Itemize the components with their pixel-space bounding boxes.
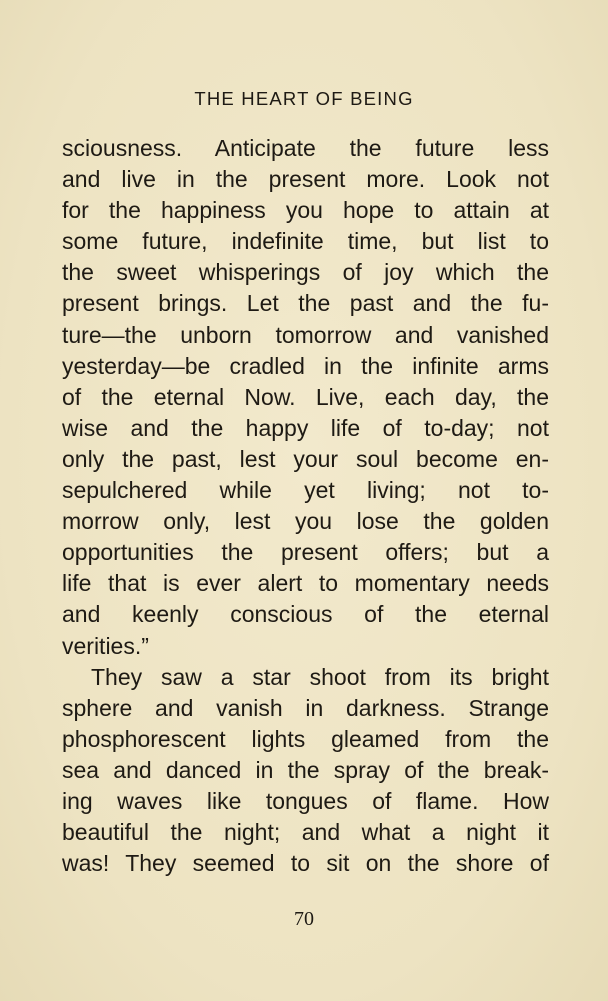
text-line: sepulchered while yet living; not to-	[62, 477, 549, 504]
text-line: opportunities the present offers; but a	[62, 539, 549, 566]
text-line: life that is ever alert to momentary needs	[62, 570, 549, 597]
body-text	[62, 133, 549, 879]
running-head: THE HEART OF BEING	[194, 88, 414, 109]
text-line: for the happiness you hope to attain at	[62, 197, 549, 224]
text-line: morrow only, lest you lose the golden	[62, 508, 549, 535]
text-line: of the eternal Now. Live, each day, the	[62, 383, 549, 410]
paragraph-first-line: They saw a star shoot from its bright	[91, 663, 549, 690]
text-line: beautiful the night; and what a night it	[62, 819, 549, 846]
text-line: sciousness. Anticipate the future less	[62, 135, 549, 161]
text-line: ing waves like tongues of flame. How	[62, 787, 549, 814]
page-number: 70	[294, 908, 314, 930]
text-line: phosphorescent lights gleamed from the	[62, 725, 549, 752]
text-line: and live in the present more. Look not	[62, 166, 549, 193]
text-line: sea and danced in the spray of the break-	[62, 756, 549, 783]
text-line: only the past, lest your soul become en-	[62, 445, 549, 472]
text-line: wise and the happy life of to-day; not	[62, 414, 549, 441]
text-line: sphere and vanish in darkness. Strange	[62, 694, 549, 721]
text-line: and keenly conscious of the eternal	[62, 601, 549, 628]
text-line: ture—the unborn tomorrow and vanished	[62, 321, 549, 348]
text-line: was! They seemed to sit on the shore of	[62, 850, 549, 877]
text-line: some future, indefinite time, but list to	[62, 228, 549, 255]
text-line: verities.”	[62, 632, 149, 659]
text-line: present brings. Let the past and the fu-	[62, 290, 549, 317]
text-line: yesterday—be cradled in the infinite arms	[62, 352, 549, 379]
text-line: the sweet whisperings of joy which the	[62, 259, 549, 286]
